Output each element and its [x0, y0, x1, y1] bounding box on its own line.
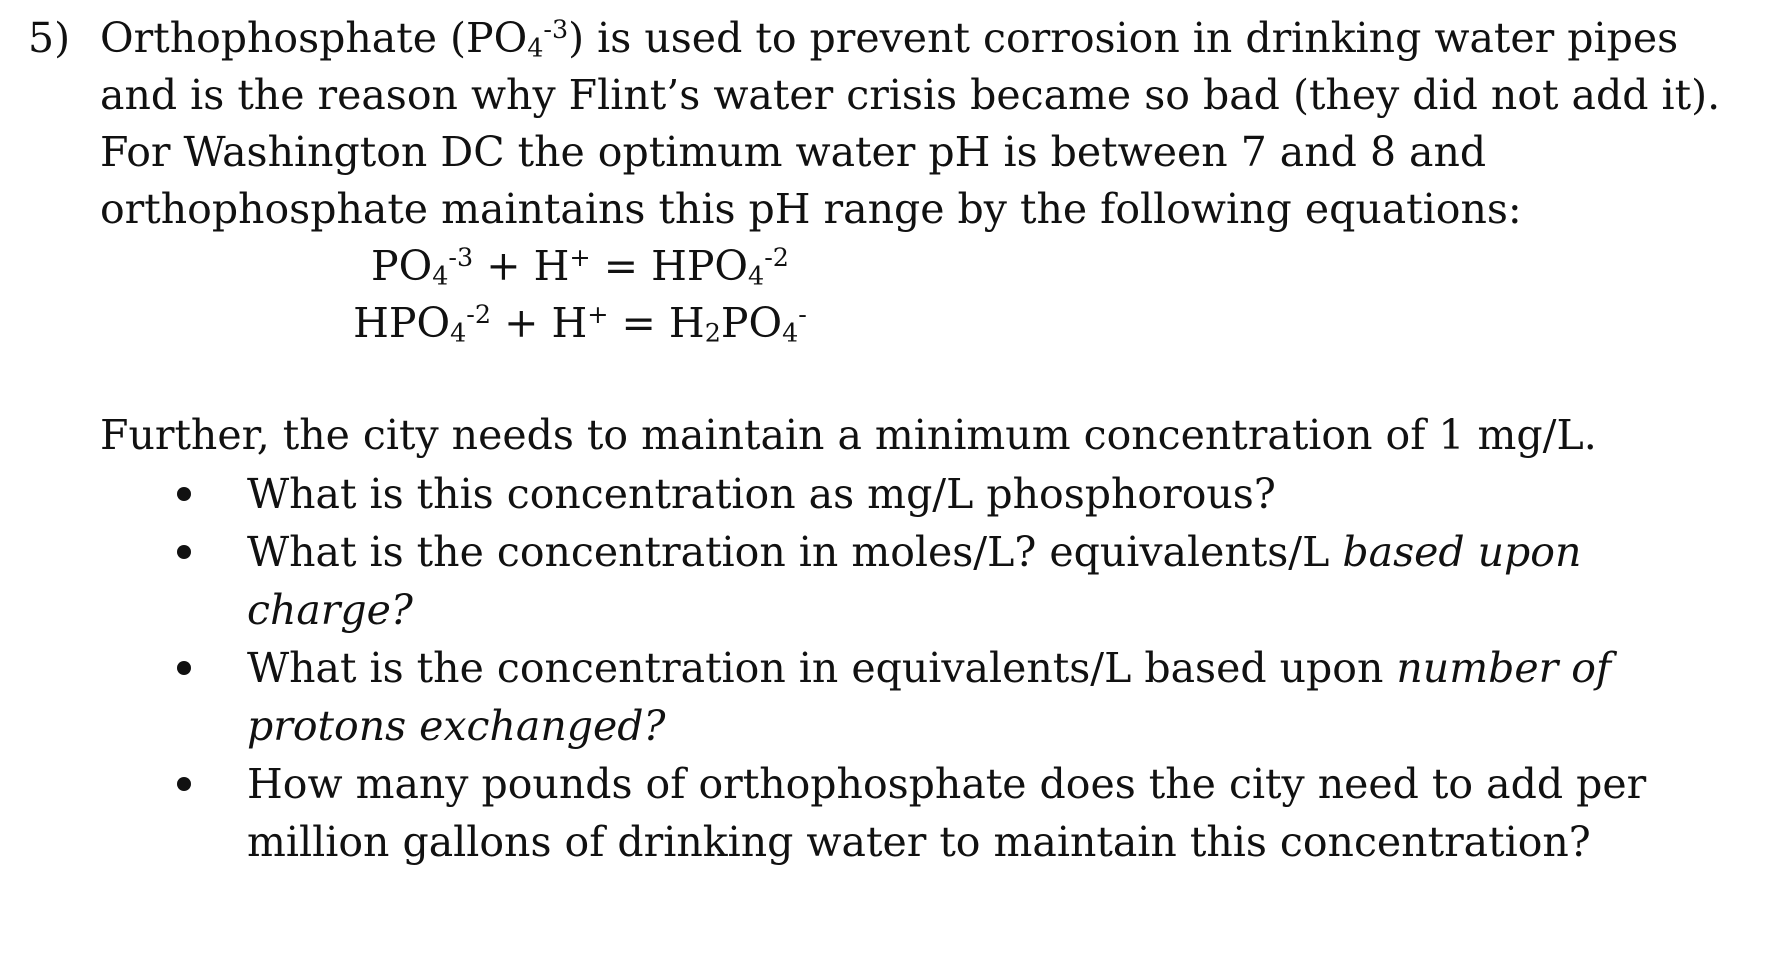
intro-line-3: For Washington DC the optimum water pH is between 7 and 8 and [100, 128, 1487, 176]
equation-2: $HPO_4^{-2} + H^+ = H_2PO_4^-$ [353, 299, 807, 348]
equation-1: $PO_4^{-3} + H^+ = HPO_4^{-2}$ [371, 242, 789, 291]
bullet-icon [177, 777, 191, 791]
bullet-icon [177, 545, 191, 559]
question-intro [100, 10, 1780, 352]
list-item: What is the concentration in equivalents/L based upon number of protons exchanged? [100, 639, 1780, 755]
question-list [100, 465, 1780, 871]
intro-line-2: and is the reason why Flint’s water crisis became so bad (they did not add it). [100, 71, 1721, 119]
list-item: What is the concentration in moles/L? equivalents/L based upon charge? [100, 523, 1780, 639]
intro-line-4: orthophosphate maintains this pH range by the following equations: [100, 185, 1522, 233]
list-item: How many pounds of orthophosphate does the city need to add per million gallons of drinking water to maintain this concentration? [100, 755, 1780, 871]
list-item: What is this concentration as mg/L phosphorous? [100, 465, 1780, 523]
bullet-icon [177, 487, 191, 501]
bullet-icon [177, 661, 191, 675]
question-number: 5) [28, 14, 71, 62]
intro-line-1: Orthophosphate $(PO_4^{-3})$ is used to prevent corrosion in drinking water pipes [100, 14, 1679, 63]
further-paragraph: Further, the city needs to maintain a minimum concentration of 1 mg/L. [100, 411, 1597, 459]
